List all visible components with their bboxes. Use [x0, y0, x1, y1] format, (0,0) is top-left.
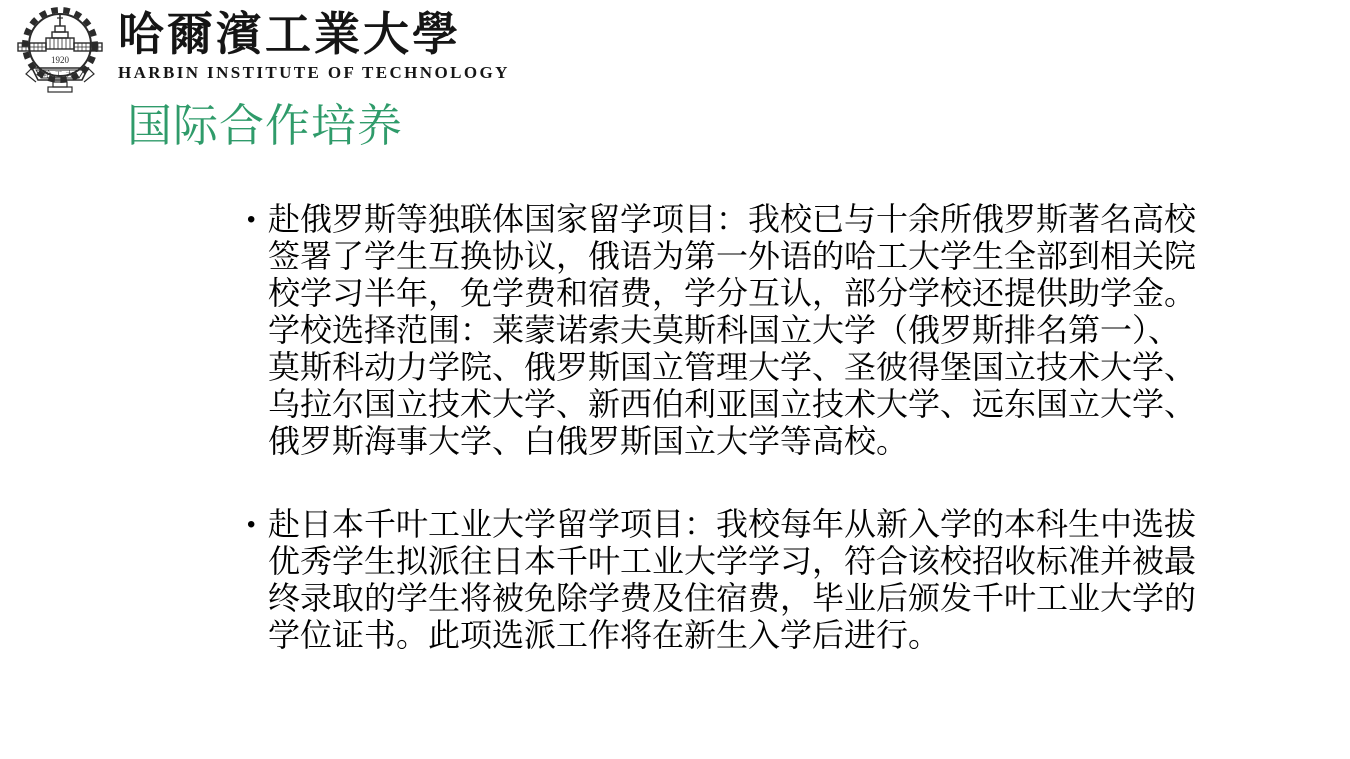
hit-emblem-icon	[12, 6, 108, 98]
emblem-tower-mid	[52, 32, 68, 38]
bullet-text-russia-program: 赴俄罗斯等独联体国家留学项目：我校已与十余所俄罗斯著名高校签署了学生互换协议，俄语为第一外语的哈工大学生全部到相关院校学习半年，免学费和宿费，学分互认，部分学校还提供助学金。学校选择范围：莱蒙诺索夫莫斯科国立大学（俄罗斯排名第一）、莫斯科动力学院、俄罗斯国立管理大学、圣彼得堡国立技术大学、乌拉尔国立技术大学、新西伯利亚国立技术大学、远东国立大学、俄罗斯海事大学、白俄罗斯国立大学等高校。	[268, 201, 1197, 459]
page-title: 国际合作培养	[127, 101, 404, 151]
bullet-dot: •	[247, 511, 256, 538]
logo-name-zh: 哈爾濱工業大學	[118, 7, 461, 61]
emblem-building-windows	[50, 38, 70, 49]
bullet-item-japan-program	[247, 506, 1209, 654]
emblem-pedestal-top	[53, 82, 67, 87]
emblem-caption: 哈工大	[43, 70, 77, 79]
emblem-tower-top	[55, 26, 65, 32]
emblem-year: 1920	[51, 55, 69, 65]
bullet-item-russia-program	[247, 201, 1209, 460]
logo-name-en: HARBIN INSTITUTE OF TECHNOLOGY	[118, 63, 510, 82]
logo-wordmark	[118, 6, 510, 83]
emblem-wing-hatch	[18, 43, 102, 51]
bullet-text-japan-program: 赴日本千叶工业大学留学项目：我校每年从新入学的本科生中选拔优秀学生拟派往日本千叶工业大学学习，符合该校招收标准并被最终录取的学生将被免除学费及住宿费，毕业后颁发千叶工业大学的学位证书。此项选派工作将在新生入学后进行。	[268, 506, 1197, 653]
hit-logo	[12, 6, 510, 98]
bullet-dot: •	[247, 206, 256, 233]
emblem-pedestal-base	[48, 87, 72, 92]
bullet-list	[247, 201, 1209, 654]
